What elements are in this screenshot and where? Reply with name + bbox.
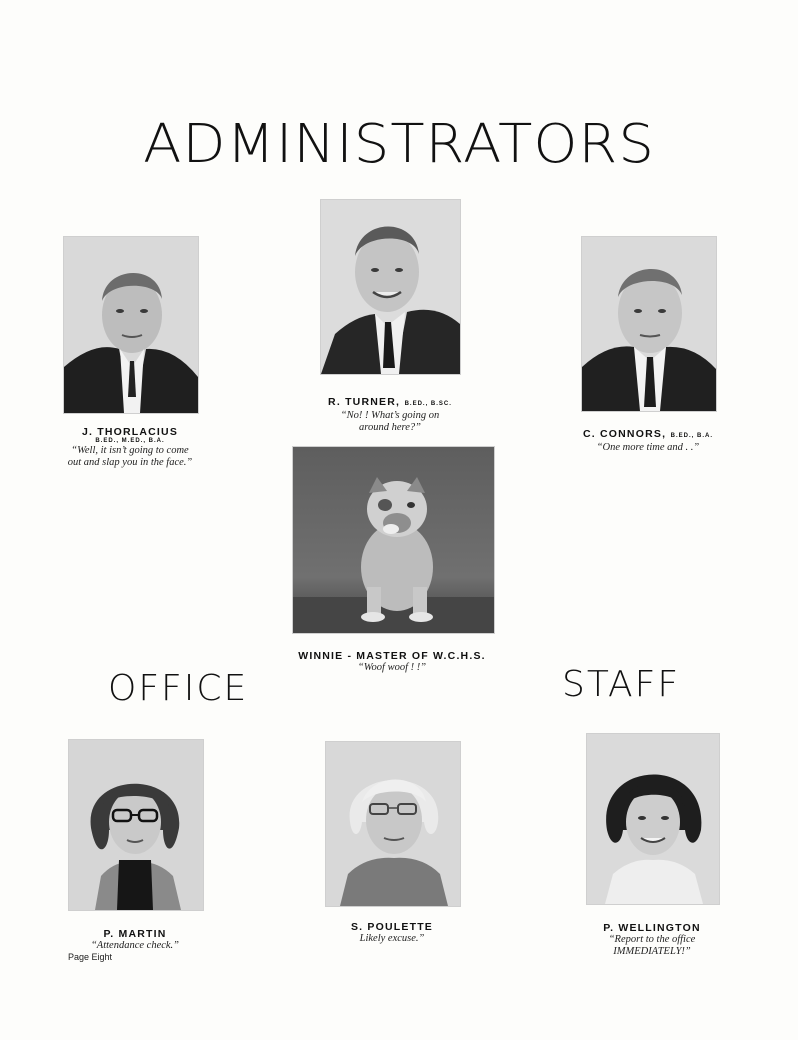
portrait-connors	[581, 236, 717, 412]
admin-degrees: B.ED., M.ED., B.A.	[95, 438, 165, 445]
photo-winnie-bulldog	[292, 446, 495, 634]
section-heading-office: OFFICE	[108, 668, 249, 709]
portrait-poulette	[325, 741, 461, 907]
caption-wellington	[572, 922, 732, 958]
mascot-quote: “Woof woof ! !”	[357, 662, 427, 674]
staff-quote-line2: IMMEDIATELY!”	[613, 946, 691, 958]
caption-turner	[300, 392, 480, 435]
caption-martin	[60, 928, 210, 952]
mascot-name: WINNIE - MASTER OF W.C.H.S.	[298, 650, 486, 662]
page-title: ADMINISTRATORS	[143, 113, 655, 176]
admin-name: R. TURNER,	[328, 396, 401, 408]
staff-quote: Likely excuse.”	[359, 933, 425, 945]
staff-name: S. POULETTE	[350, 921, 434, 933]
admin-quote: “Well, it isn’t going to come out and slap you in the face.”	[67, 444, 193, 469]
staff-quote: “Attendance check.”	[90, 940, 180, 952]
portrait-wellington	[586, 733, 720, 905]
caption-poulette	[317, 921, 467, 945]
admin-degrees: B.ED., B.SC.	[404, 401, 452, 407]
page-number: Page Eight	[68, 952, 113, 962]
caption-thorlacius	[55, 426, 205, 469]
portrait-martin	[68, 739, 204, 911]
caption-connors	[563, 424, 733, 454]
section-heading-staff: STAFF	[562, 664, 681, 705]
admin-quote: “No! ! What’s going on around here?”	[340, 410, 440, 434]
admin-degrees: B.ED., B.A.	[670, 433, 713, 439]
admin-quote: “One more time and . .”	[596, 442, 700, 454]
portrait-turner	[320, 199, 461, 375]
admin-name: C. CONNORS,	[582, 428, 667, 440]
admin-name: J. THORLACIUS	[81, 426, 179, 438]
caption-winnie	[272, 650, 512, 674]
staff-quote-line1: “Report to the office	[608, 934, 696, 946]
portrait-thorlacius	[63, 236, 199, 414]
staff-name: P. WELLINGTON	[603, 922, 701, 934]
staff-name: P. MARTIN	[103, 928, 167, 940]
